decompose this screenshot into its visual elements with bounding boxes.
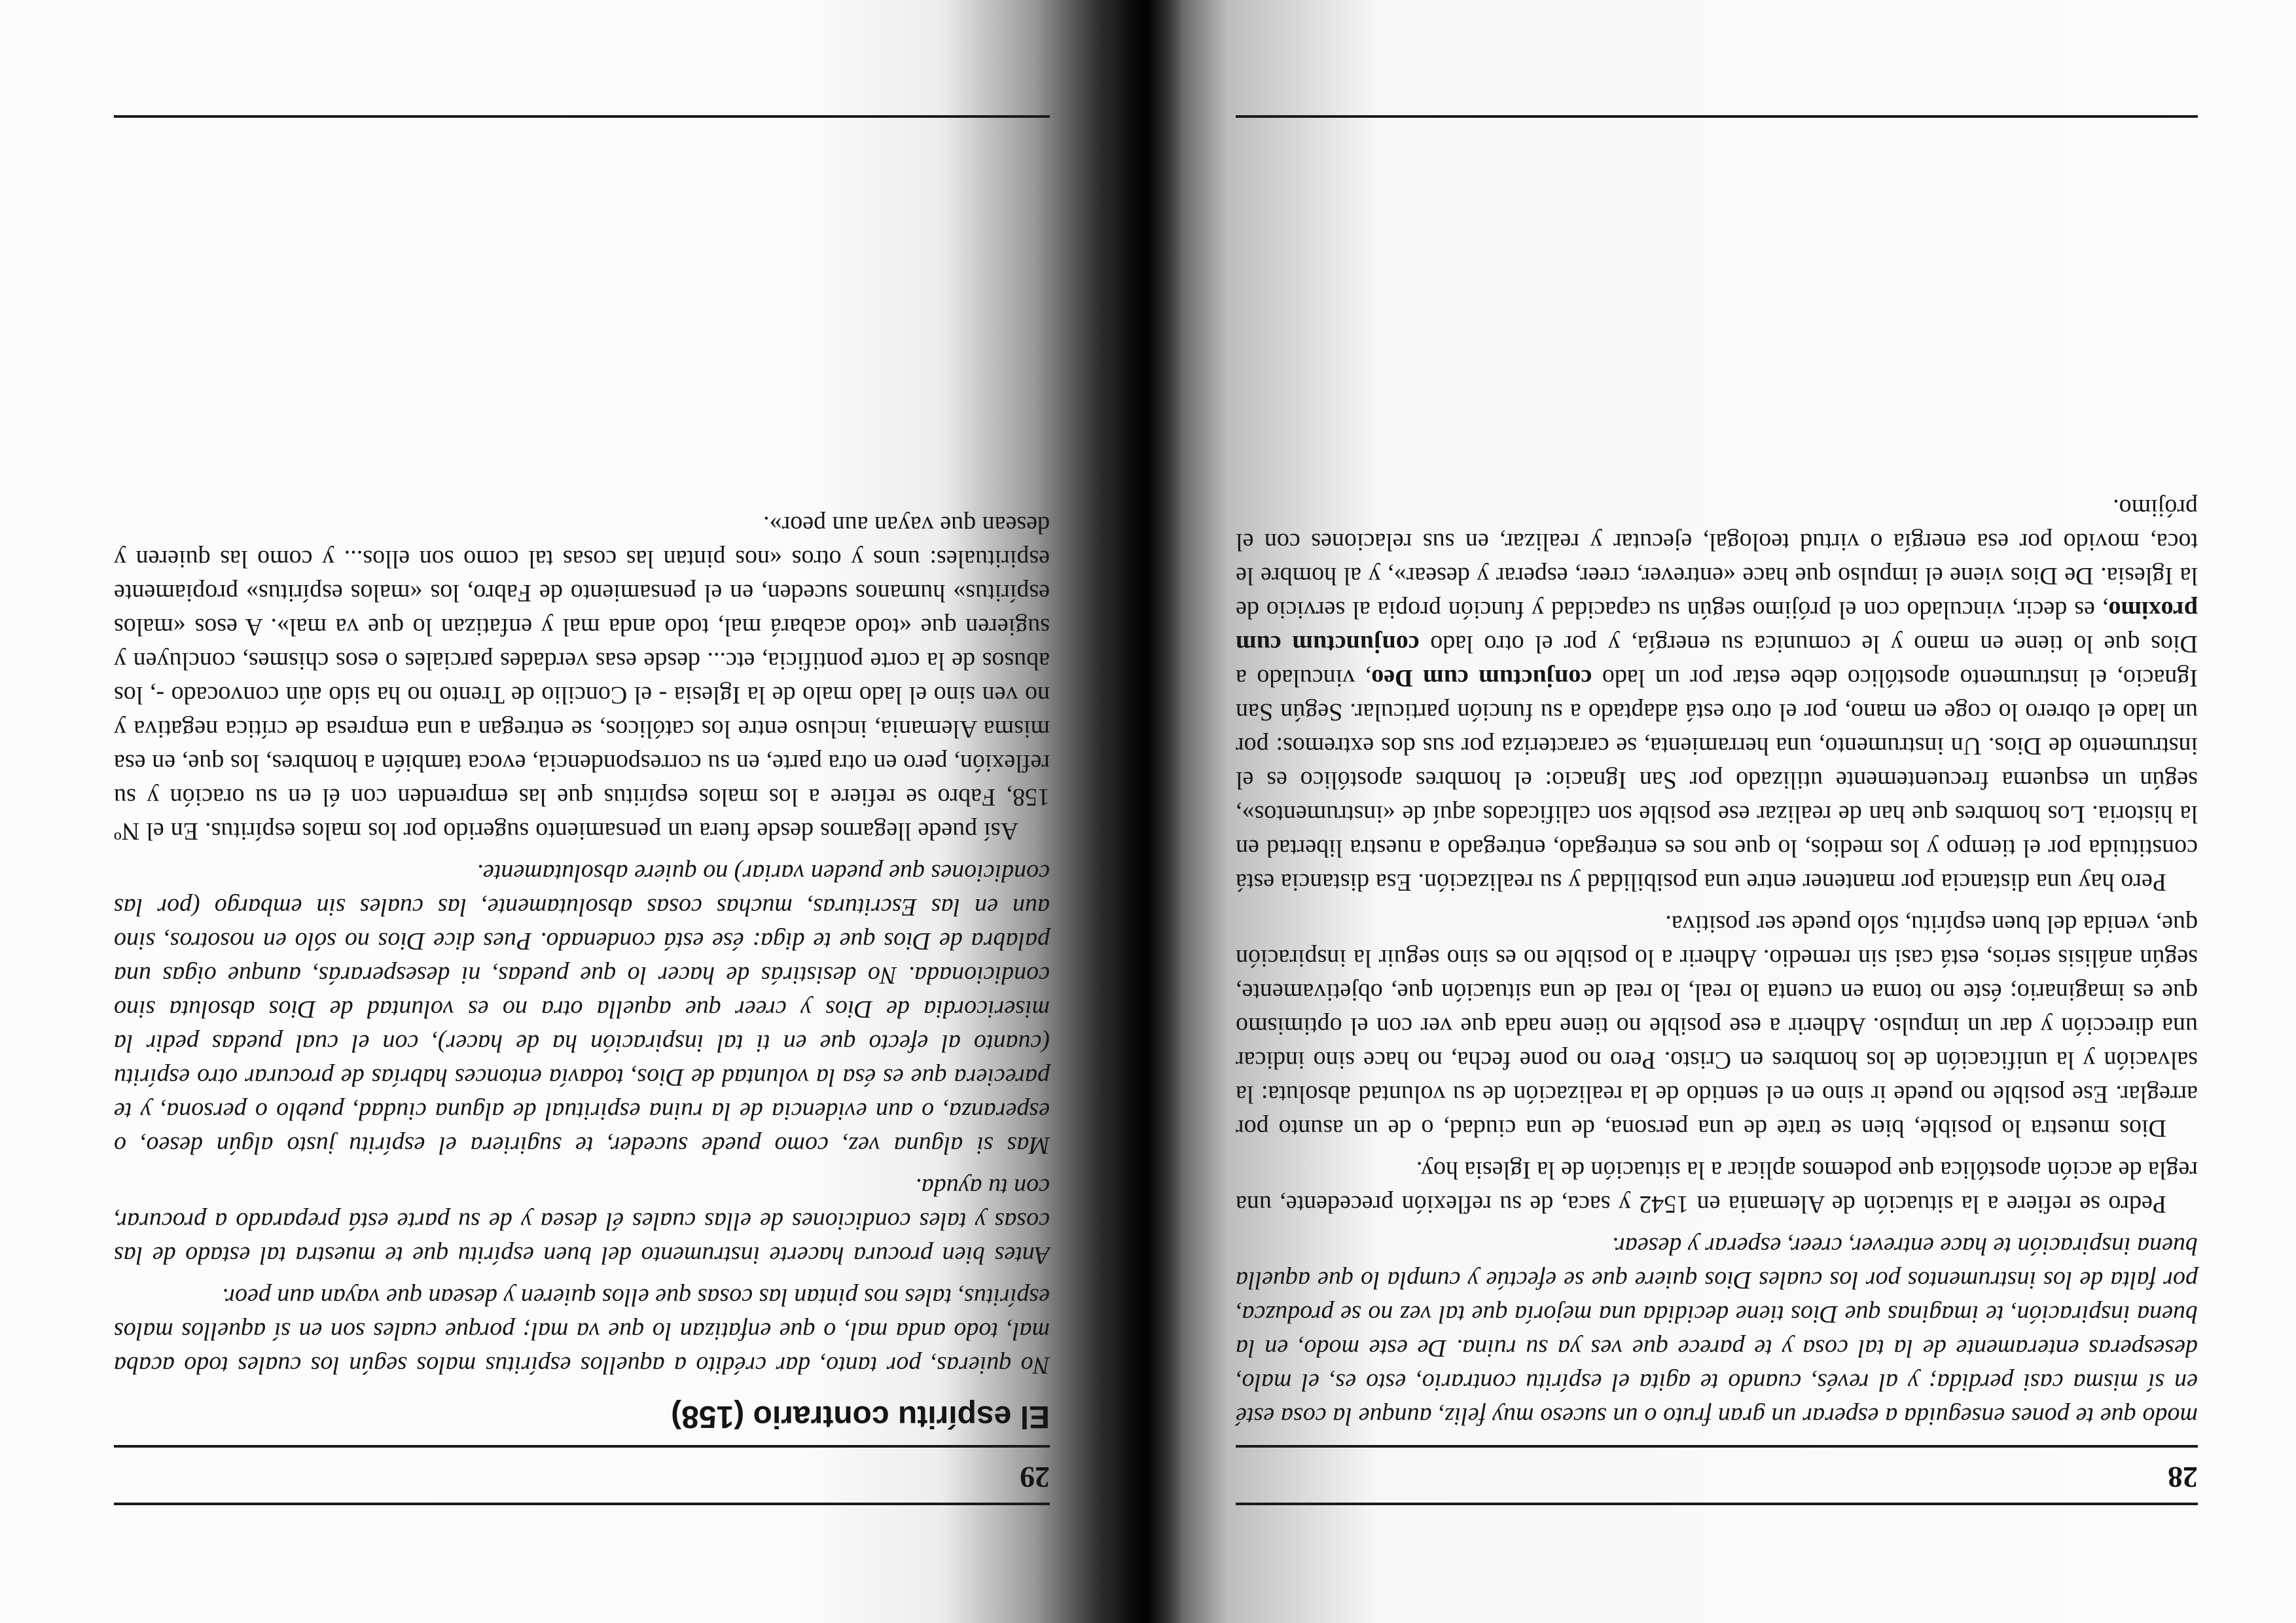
- paragraph-text: , vinculado a Dios que lo tiene en mano y le comunica su energía, y por el otro lado: [1235, 630, 2198, 692]
- book-spine-shadow: [1113, 0, 1183, 1623]
- section-heading: El espíritu contrario (158): [671, 1399, 1050, 1434]
- top-rule: [1236, 1503, 2198, 1505]
- paragraph-text: , es decir, vinculado con el prójimo según su capacidad y función propia al servicio de la Iglesia. De Dios viene el impulso que hace «entrever, creer, esperar y desear», y al hombre le toca, movido por esa energía o virtud teologal, ejecutar y realizar, en sus relaciones con el prójimo.: [1236, 494, 2198, 624]
- bottom-rule: [1236, 115, 2198, 118]
- body-paragraph: Pedro se refiere a la situación de Alemania en 1542 y saca, de su reflexión precedente, una regla de acción apostólica que podemos aplicar a la situación de la Iglesia hoy.: [1236, 1156, 2198, 1218]
- quote-paragraph: No quieras, por tanto, dar crédito a aquellos espíritus malos según los cuales todo acaba mal, todo anda mal, o que enfatizan lo que va mal; porque cuales son en sí aquellos malos espíritus, tales nos pintan las cosas que ellos quieren y desean que vayan aun peor.: [114, 1283, 1050, 1379]
- page-number: 28: [2168, 1461, 2198, 1494]
- page-number: 29: [1020, 1461, 1050, 1494]
- page-28: [1148, 0, 2296, 1623]
- page-body: [1236, 483, 2198, 1433]
- body-paragraph: [1236, 491, 2198, 899]
- body-paragraph: Dios muestra lo posible, bien se trate de una persona, de una ciudad, o de un asunto por arreglar. Ese posible no puede ir sino en el sentido de la realización de su voluntad absoluta: la salvación y la unificación de los hombres en Cristo. Pero no pone fecha, no hace sino indicar una dirección y dar un impulso. Adherir a ese posible no tiene nada que ver con el optimismo que es imaginario; éste no toma en cuenta lo real, lo real de una situación que, objetivamente, según análisis serios, está casi sin remedio. Adherir a lo posible no es sino seguir la inspiración que, venida del buen espíritu, sólo puede ser positiva.: [1236, 910, 2198, 1142]
- header-rule: [1236, 1445, 2198, 1448]
- quote-paragraph: Mas si alguna vez, como puede suceder, te sugiriera el espíritu justo algún deseo, o esperanza, o aun evidencia de la ruina espiritual de alguna ciudad, pueblo o persona, y te pareciera que es ésa la voluntad de Dios, todavía entonces habrías de procurar otro espíritu (cuanto al efecto que en ti tal inspiración ha de hacer), con el cual puedas pedir la misericordia de Dios y creer que aquella otra no es voluntad de Dios absoluta sino condicionada. No desistirás de hacer lo que puedas, ni desesperarás, aunque oigas una palabra de Dios que te diga: ése está condenado. Pues dice Dios no sólo en nosotros, sino aun en las Escrituras, muchas cosas absolutamente, las cuales sin embargo (por las condiciones que pueden variar) no quiere absolutamente.: [114, 859, 1050, 1159]
- page-body: [114, 500, 1050, 1433]
- latin-term: conjuctum cum Deo: [1371, 664, 1592, 692]
- paragraph-text: Pero hay una distancia por mantener entre una posibilidad y su realización. Esa distancia está constituida por el tiempo y los medios, lo que nos es entregado, entregado a nuestra libertad en la historia. Los hombres que han de realizar ese posible son calificados aquí de «instrumentos», según un esquema frecuentemente utilizado por San Ignacio: el hombres apostólico es el instrumento de Dios. Un instrumento, una herramienta, se caracteriza por sus dos extremos: por un lado el obrero lo coge en mano, por el otro está adaptado a su función particular. Según San Ignacio, el instrumento apostólico debe estar por un lado: [1236, 664, 2198, 896]
- quote-paragraph: Antes bien procura hacerte instrumento del buen espíritu que te muestra tal estado de las cosas y tales condiciones de ellas cuales él desea y de su parte está preparado a procurar, con tu ayuda.: [114, 1173, 1050, 1269]
- top-rule: [114, 1503, 1050, 1505]
- body-paragraph: Así puede llegarnos desde fuera un pensamiento sugerido por los malos espíritus. En el Nº 158, Fabro se refiere a los malos espíritus que las emprenden con él en su oración y su reflexión, pero en otra parte, en su correspondencia, evoca también a hombres, los que, en esa misma Alemania, incluso entre los católicos, se entregan a una empresa de crítica negativa y no ven sino el lado malo de la Iglesia - el Concilio de Trento no ha sido aún convocado -, los abusos de la corte pontificia, etc... desde esas verdades parciales o esos chismes, concluyen y sugieren que «todo acabará mal, todo anda mal y enfatizan lo que va mal». A esos «malos espíritus» humanos suceden, en el pensamiento de Fabro, los «malos espíritus» propiamente espirituales: unos y otros «nos pintan las cosas tal como son ellos... y como las quieren y desean que vayan aun peor».: [114, 511, 1050, 845]
- bottom-rule: [114, 115, 1050, 118]
- quote-paragraph: modo que te pones enseguida a esperar un gran fruto o un suceso muy feliz, aunque la cosa esté en sí misma casi perdida; y al revés, cuando te agita el espíritu contrario, esto es, el malo, desesperas enteramente de la tal cosa y te parece que ves ya su ruina. De este modo, en la buena inspiración, te imaginas que Dios tiene decidida una mejoría que tal vez no se produzca, por falta de los instrumentos por los cuales Dios quiere que se efectúe y cumpla lo que aquella buena inspiración te hace entrever, creer, esperar y desear.: [1236, 1232, 2198, 1430]
- latin-term: conjunctum cum proximo: [1236, 596, 2198, 658]
- header-rule: [114, 1445, 1050, 1448]
